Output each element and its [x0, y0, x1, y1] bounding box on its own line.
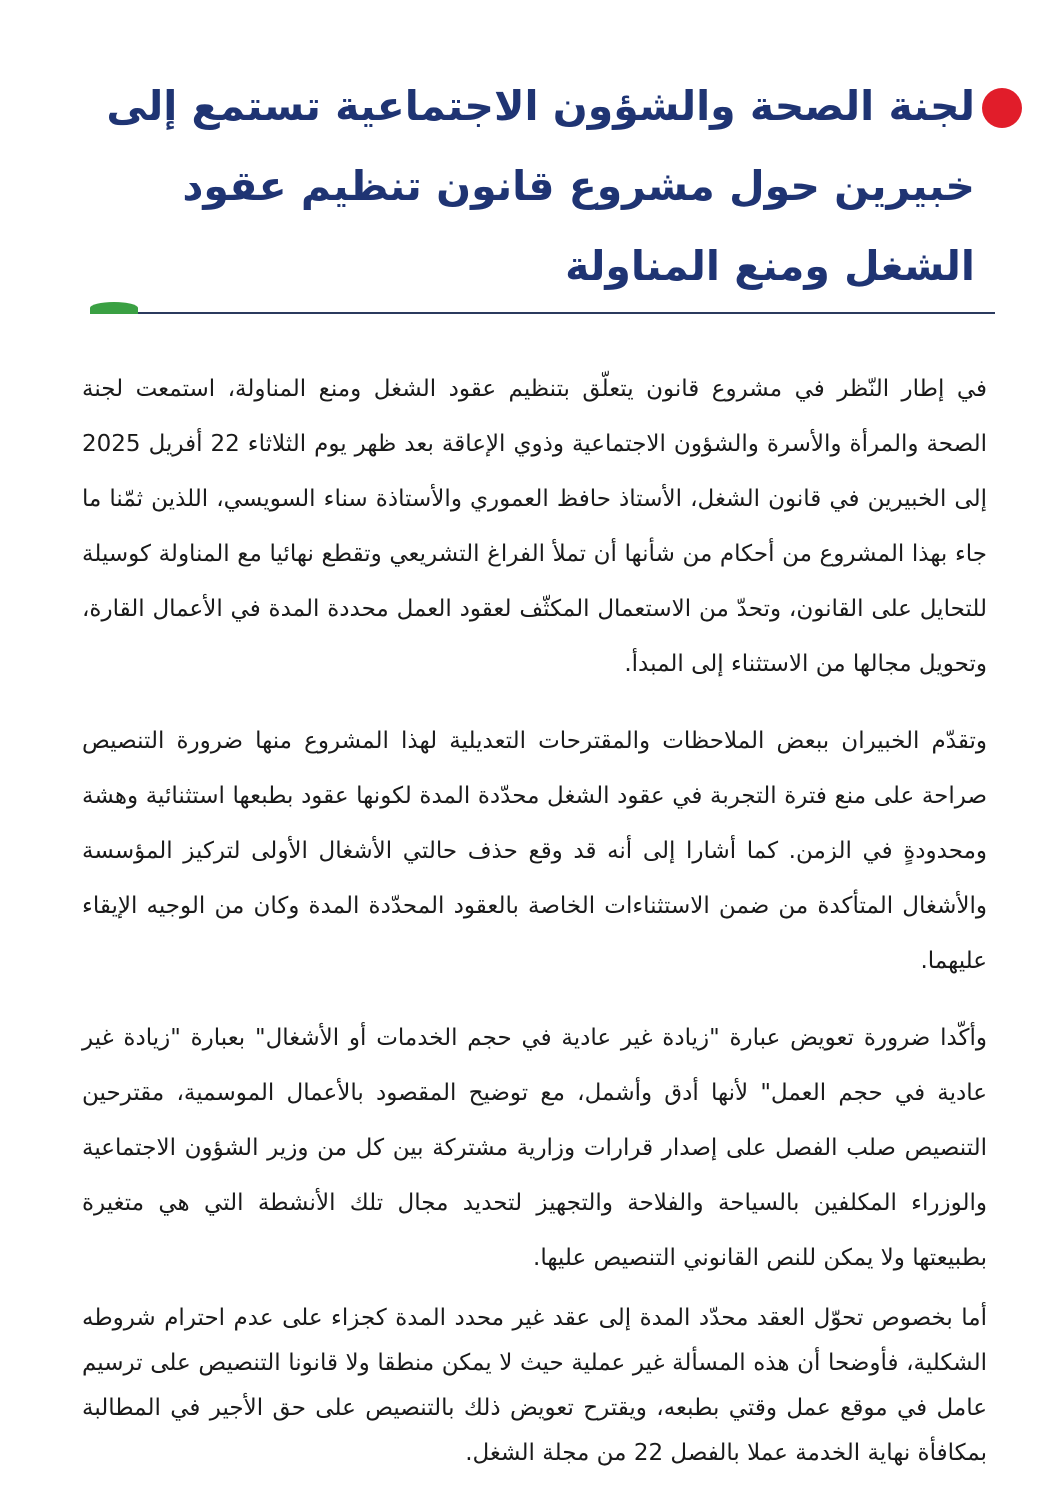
article-header	[90, 66, 1025, 306]
article-body	[82, 362, 987, 1476]
paragraph-2: وتقدّم الخبيران ببعض الملاحظات والمقترحات التعديلية لهذا المشروع منها ضرورة التنصيص صراحة على منع فترة التجربة في عقود الشغل محدّدة المدة لكونها عقود بطبعها استثنائية وهشة ومحدودةٍ في الزمن. كما أشارا إلى أنه قد وقع حذف حالتي الأشغال الأولى لتركيز المؤسسة والأشغال المتأكدة من ضمن الاستثناءات الخاصة بالعقود المحدّدة المدة وكان من الوجيه الإيقاء عليهما.	[82, 728, 987, 974]
article-title	[90, 66, 1025, 306]
paragraph-1: في إطار النّظر في مشروع قانون يتعلّق بتنظيم عقود الشغل ومنع المناولة، استمعت لجنة الصحة والمرأة والأسرة والشؤون الاجتماعية وذوي الإعاقة بعد ظهر يوم الثلاثاء 22 أفريل 2025 إلى الخبيرين في قانون الشغل، الأستاذ حافظ العموري والأستاذة سناء السويسي، اللذين ثمّنا ما جاء بهذا المشروع من أحكام من شأنها أن تملأ الفراغ التشريعي وتقطع نهائيا مع المناولة كوسيلة للتحايل على القانون، وتحدّ من الاستعمال المكثّف لعقود العمل محددة المدة في الأعمال القارة، وتحويل مجالها من الاستثناء إلى المبدأ.	[82, 376, 987, 677]
green-leaf-icon	[90, 302, 138, 314]
paragraph-3: وأكّدا ضرورة تعويض عبارة "زيادة غير عادية في حجم الخدمات أو الأشغال" بعبارة "زيادة غير عادية في حجم العمل" لأنها أدق وأشمل، مع توضيح المقصود بالأعمال الموسمية، مقترحين التنصيص صلب الفصل على إصدار قرارات وزارية مشتركة بين كل من وزير الشؤون الاجتماعية والوزراء المكلفين بالسياحة والفلاحة والتجهيز لتحديد مجال تلك الأنشطة التي هي متغيرة بطبيعتها ولا يمكن للنص القانوني التنصيص عليها.	[82, 1025, 987, 1271]
title-divider	[90, 312, 995, 314]
paragraph-4: أما بخصوص تحوّل العقد محدّد المدة إلى عقد غير محدد المدة كجزاء على عدم احترام شروطه الشكلية، فأوضحا أن هذه المسألة غير عملية حيث لا يمكن منطقا ولا قانونا التنصيص على ترسيم عامل في موقع عمل وقتي بطبعه، ويقترح تعويض ذلك بالتنصيص على حق الأجير في المطالبة بمكافأة نهاية الخدمة عملا بالفصل 22 من مجلة الشغل.	[82, 1305, 987, 1466]
red-bullet-icon	[982, 88, 1022, 128]
article-title-text: لجنة الصحة والشؤون الاجتماعية تستمع إلى خبيرين حول مشروع قانون تنظيم عقود الشغل ومنع المناولة	[106, 82, 975, 290]
